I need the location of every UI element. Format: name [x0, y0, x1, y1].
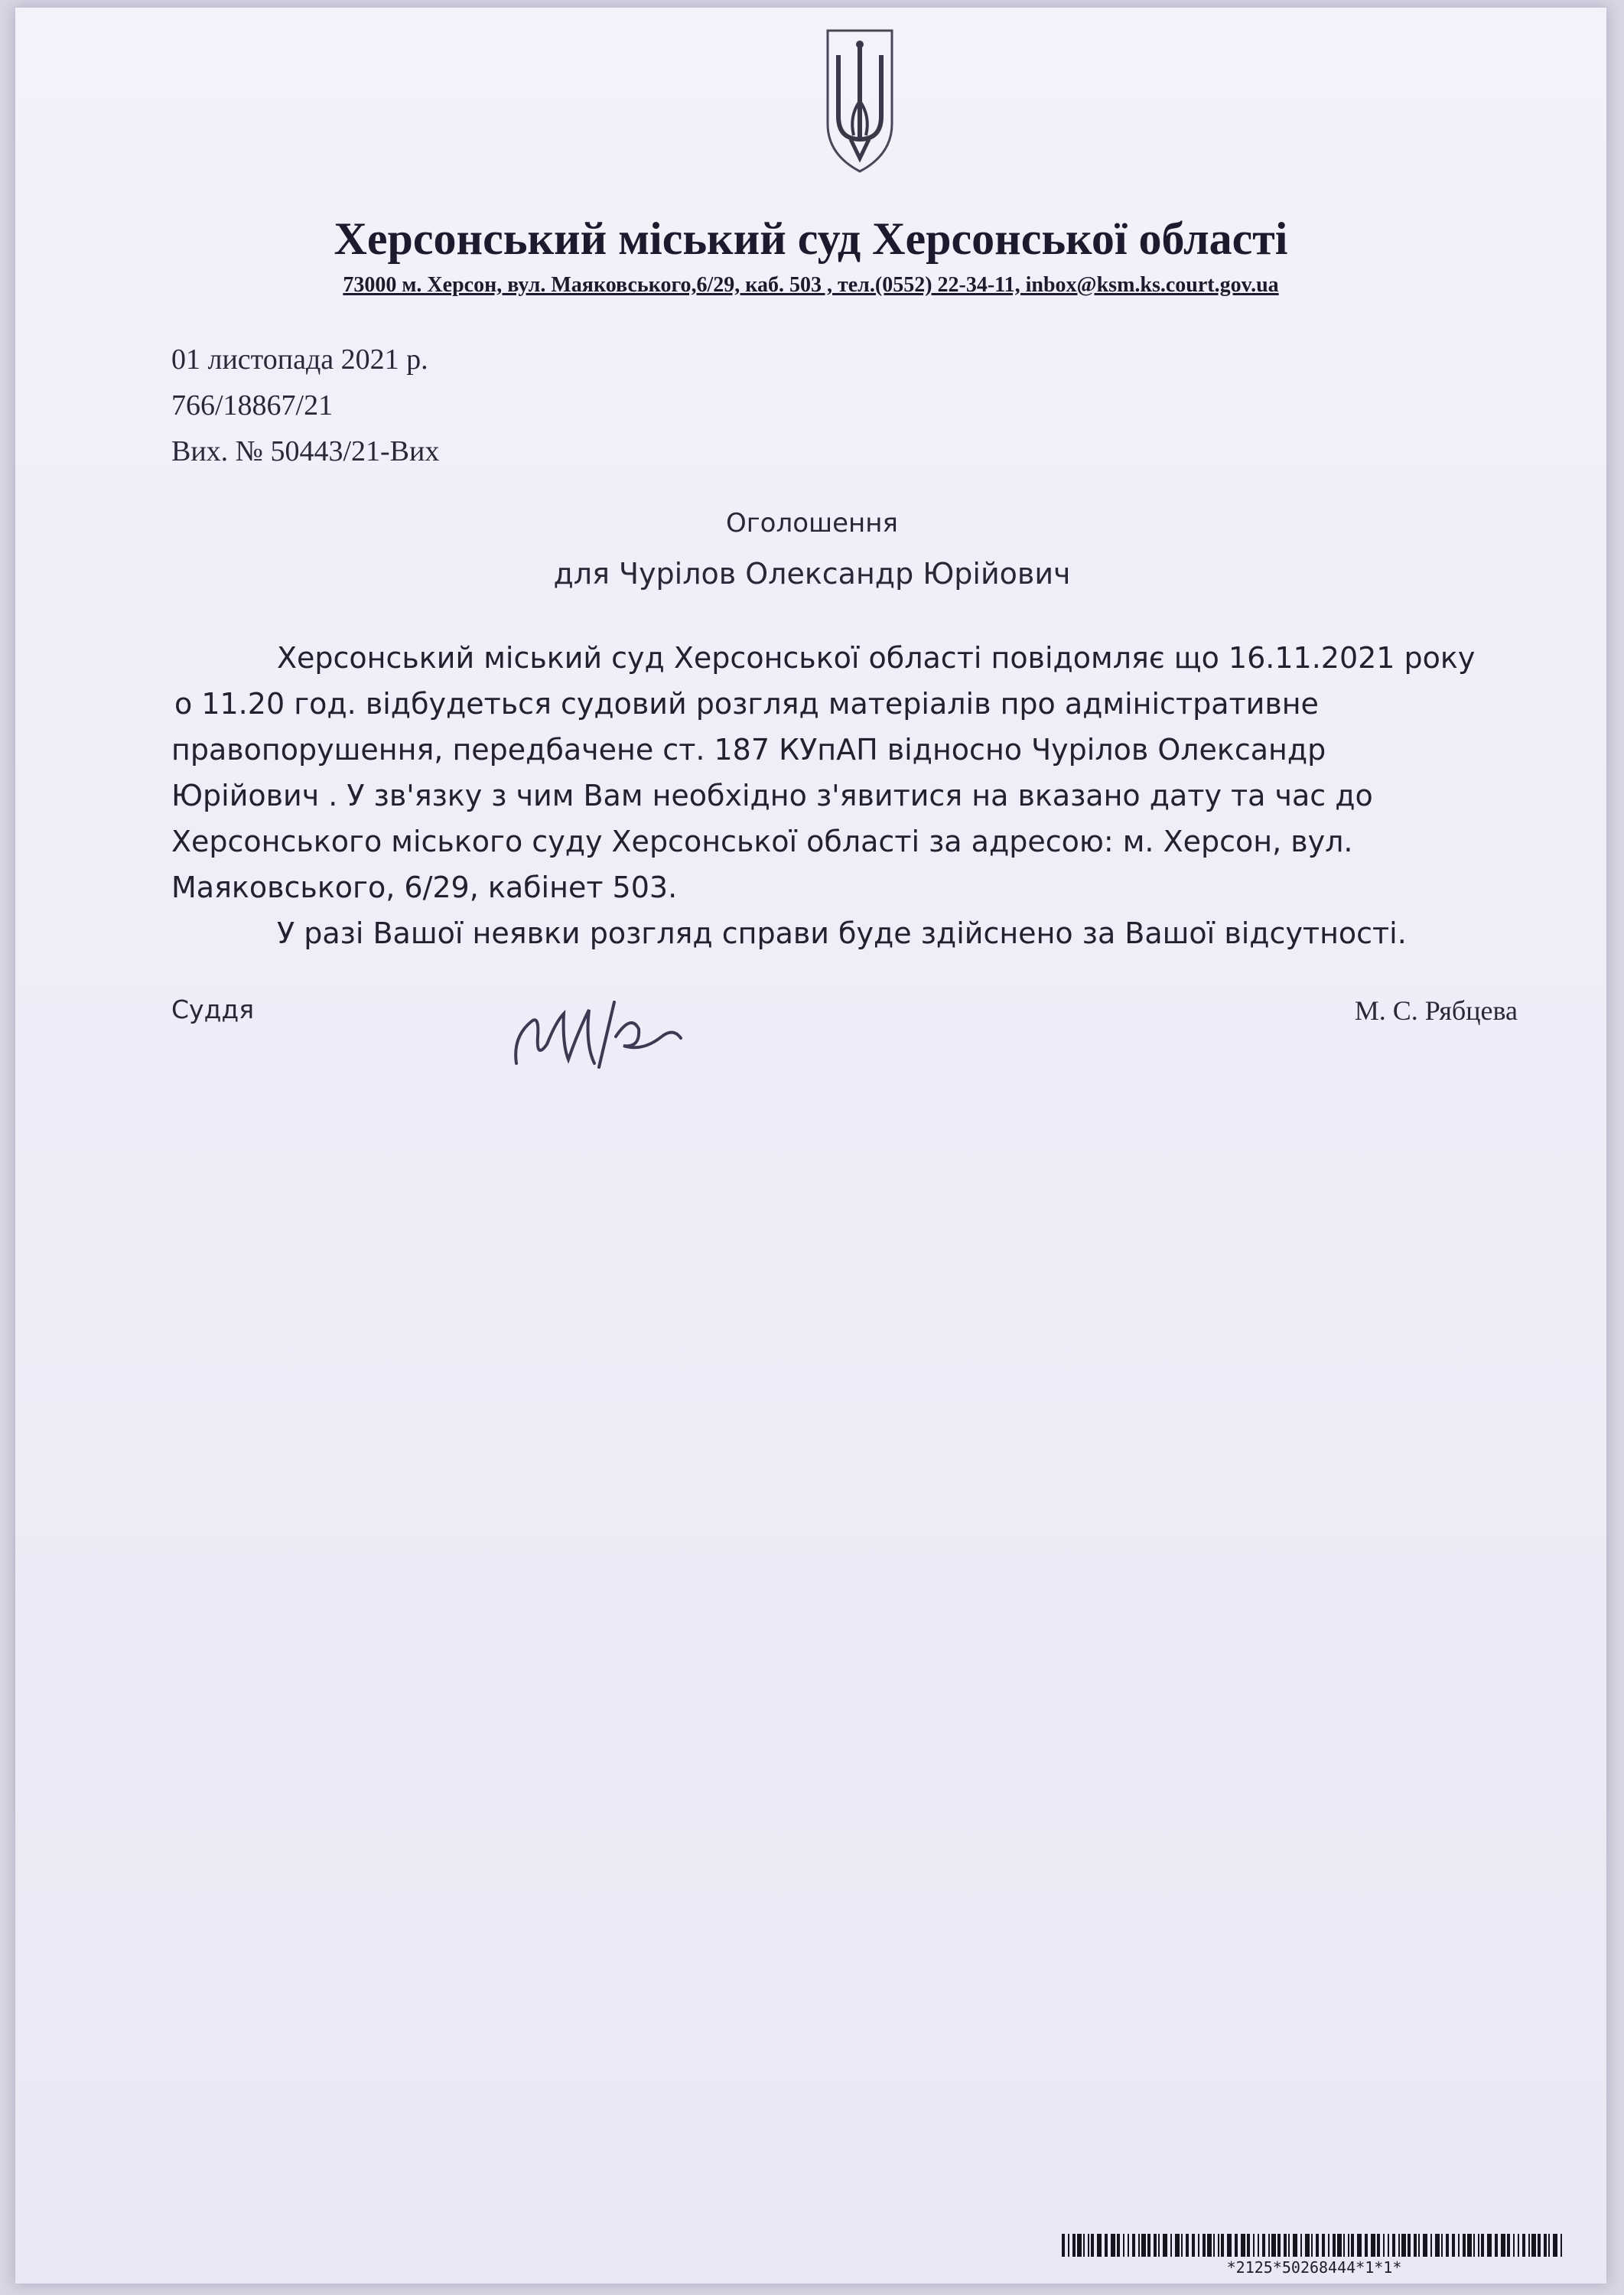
- barcode-bar: [1277, 2234, 1281, 2257]
- court-address-text: 73000 м. Херсон, вул. Маяковського,6/29, каб. 503 , тел.(0552) 22-34-11, inbox@ksm.ks.court.gov.ua: [343, 273, 1279, 297]
- barcode-bar: [1351, 2234, 1354, 2257]
- notice-title: Оголошення: [726, 508, 898, 539]
- barcode-bar: [1186, 2234, 1189, 2257]
- barcode-bar: [1284, 2234, 1287, 2257]
- barcode-bar: [1481, 2234, 1484, 2257]
- barcode-bar: [1170, 2234, 1172, 2257]
- barcode-icon: [1062, 2234, 1567, 2257]
- barcode-bar: [1408, 2234, 1411, 2257]
- barcode-bar: [1077, 2234, 1082, 2257]
- barcode-bar: [1091, 2234, 1094, 2257]
- barcode-bar: [1271, 2234, 1276, 2257]
- notice-recipient: для Чурілов Олександр Юрійович: [553, 557, 1071, 591]
- barcode-bar: [1473, 2234, 1475, 2257]
- barcode-bar: [1548, 2234, 1550, 2257]
- barcode-bar: [1311, 2234, 1313, 2257]
- barcode-bar: [1553, 2234, 1557, 2257]
- barcode-bar: [1544, 2234, 1547, 2257]
- barcode-bar: [1293, 2234, 1297, 2257]
- barcode-bar: [1561, 2234, 1562, 2257]
- barcode-bar: [1088, 2234, 1089, 2257]
- court-name: Херсонський міський суд Херсонської області: [334, 213, 1288, 264]
- judge-name: М. С. Рябцева: [1354, 995, 1518, 1026]
- body-line: о 11.20 год. відбудеться судовий розгляд матеріалів про адміністративне: [174, 687, 1319, 721]
- barcode-bar: [1392, 2234, 1395, 2257]
- barcode-bar: [1227, 2234, 1232, 2257]
- body-line: Юрійович . У зв'язку з чим Вам необхідно з'явитися на вказано дату та час до: [171, 779, 1373, 812]
- barcode-bar: [1401, 2234, 1406, 2257]
- barcode-bar: [1501, 2234, 1505, 2257]
- barcode-bar: [1495, 2234, 1498, 2257]
- barcode-bar: [1518, 2234, 1519, 2257]
- barcode-bar: [1154, 2234, 1157, 2257]
- barcode-bar: [1198, 2234, 1199, 2257]
- barcode-bar: [1207, 2234, 1212, 2257]
- barcode-bar: [1123, 2234, 1124, 2257]
- barcode-bar: [1507, 2234, 1510, 2257]
- barcode-bar: [1213, 2234, 1215, 2257]
- barcode-bar: [1328, 2234, 1329, 2257]
- barcode-bar: [1337, 2234, 1342, 2257]
- barcode-bar: [1531, 2234, 1536, 2257]
- body-line: Херсонського міського суду Херсонської області за адресою: м. Херсон, вул.: [171, 825, 1353, 858]
- barcode-bar: [1181, 2234, 1183, 2257]
- body-line: Маяковського, 6/29, кабінет 503.: [171, 871, 678, 904]
- barcode-bar: [1235, 2234, 1238, 2257]
- trident-emblem-icon: [820, 24, 900, 177]
- barcode-bar: [1316, 2234, 1319, 2257]
- barcode-bar: [1377, 2234, 1380, 2257]
- barcode-bar: [1305, 2234, 1310, 2257]
- barcode-bar: [1322, 2234, 1325, 2257]
- outgoing-number: Вих. № 50443/21-Вих: [171, 435, 440, 467]
- judge-role: Суддя: [171, 994, 255, 1024]
- barcode-bar: [1132, 2234, 1135, 2257]
- barcode-bar: [1441, 2234, 1443, 2257]
- barcode-bar: [1452, 2234, 1455, 2257]
- barcode-bar: [1062, 2234, 1065, 2257]
- barcode-bar: [1221, 2234, 1224, 2257]
- document-date: 01 листопада 2021 р.: [171, 343, 428, 376]
- barcode-bar: [1371, 2234, 1375, 2257]
- barcode-bar: [1175, 2234, 1180, 2257]
- barcode-bar: [1538, 2234, 1541, 2257]
- barcode-bar: [1446, 2234, 1449, 2257]
- barcode-bar: [1288, 2234, 1290, 2257]
- barcode-bar: [1218, 2234, 1219, 2257]
- barcode-bar: [1357, 2234, 1362, 2257]
- barcode-bar: [1068, 2234, 1069, 2257]
- absence-line: У разі Вашої неявки розгляд справи буде здійснено за Вашої відсутності.: [277, 916, 1407, 950]
- barcode-bar: [1418, 2234, 1420, 2257]
- barcode-bar: [1163, 2234, 1167, 2257]
- case-number: 766/18867/21: [171, 389, 334, 422]
- barcode-bar: [1241, 2234, 1245, 2257]
- barcode-bar: [1388, 2234, 1389, 2257]
- handwritten-signature: [509, 991, 692, 1079]
- barcode-bar: [1522, 2234, 1525, 2257]
- barcode-bar: [1268, 2234, 1270, 2257]
- barcode-bar: [1247, 2234, 1250, 2257]
- barcode-bar: [1423, 2234, 1427, 2257]
- barcode-bar: [1203, 2234, 1206, 2257]
- barcode-bar: [1258, 2234, 1259, 2257]
- body-line: правопорушення, передбачене ст. 187 КУпАП відносно Чурілов Олександр: [171, 733, 1326, 767]
- barcode-bar: [1478, 2234, 1479, 2257]
- barcode-bar: [1072, 2234, 1076, 2257]
- court-address: [15, 273, 1606, 298]
- barcode-bar: [1343, 2234, 1345, 2257]
- barcode-bar: [1097, 2234, 1102, 2257]
- barcode-bar: [1111, 2234, 1115, 2257]
- barcode-bar: [1192, 2234, 1195, 2257]
- barcode-bar: [1262, 2234, 1265, 2257]
- barcode-number: *2125*50268444*1*1*: [1226, 2258, 1402, 2277]
- barcode-bar: [1333, 2234, 1336, 2257]
- barcode-bar: [1105, 2234, 1108, 2257]
- barcode-bar: [1398, 2234, 1400, 2257]
- barcode-bar: [1128, 2234, 1129, 2257]
- barcode-bar: [1528, 2234, 1530, 2257]
- barcode-bar: [1365, 2234, 1368, 2257]
- barcode-bar: [1158, 2234, 1160, 2257]
- barcode-bar: [1458, 2234, 1460, 2257]
- barcode-bar: [1141, 2234, 1146, 2257]
- barcode-bar: [1253, 2234, 1255, 2257]
- barcode-bar: [1117, 2234, 1120, 2257]
- barcode-bar: [1513, 2234, 1515, 2257]
- notice-body: [171, 635, 1548, 956]
- barcode-bar: [1147, 2234, 1150, 2257]
- document-meta: [171, 337, 439, 474]
- barcode-bar: [1300, 2234, 1302, 2257]
- barcode-bar: [1467, 2234, 1472, 2257]
- barcode-bar: [1487, 2234, 1492, 2257]
- barcode-bar: [1463, 2234, 1466, 2257]
- barcode-bar: [1138, 2234, 1140, 2257]
- body-line: Херсонський міський суд Херсонської області повідомляє що 16.11.2021 року: [277, 641, 1476, 675]
- barcode-bar: [1414, 2234, 1417, 2257]
- barcode-bar: [1430, 2234, 1432, 2257]
- barcode-bar: [1435, 2234, 1440, 2257]
- barcode-bar: [1383, 2234, 1385, 2257]
- barcode-bar: [1348, 2234, 1349, 2257]
- barcode-bar: [1083, 2234, 1085, 2257]
